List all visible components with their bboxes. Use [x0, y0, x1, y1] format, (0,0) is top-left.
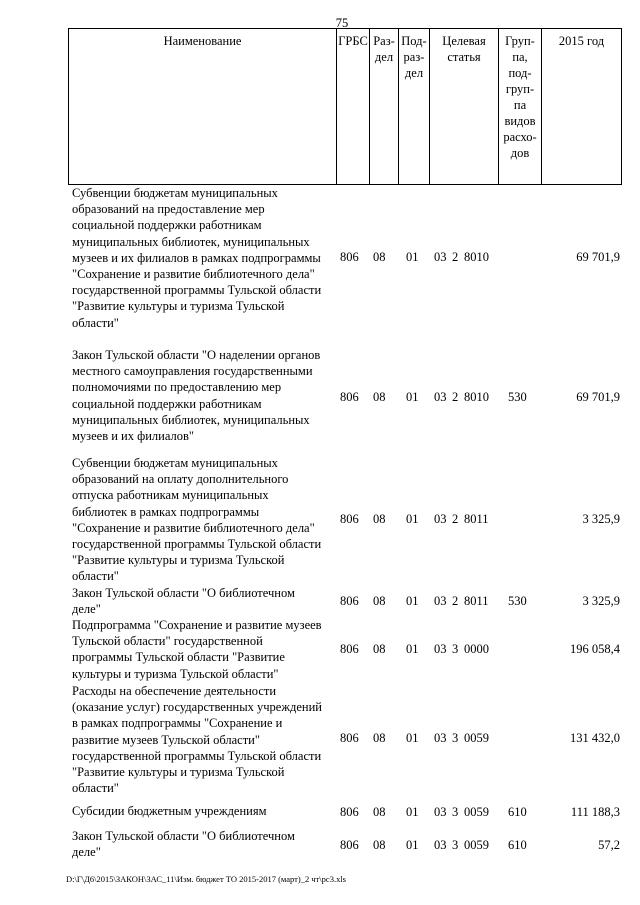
row-t3: 0000: [464, 642, 489, 656]
row-t1: 03: [434, 250, 447, 264]
row-amount: 69 701,9: [576, 250, 620, 264]
row-t3: 0059: [464, 731, 489, 745]
row-subsection: 01: [406, 390, 419, 404]
row-subsection: 01: [406, 838, 419, 852]
row-amount: 111 188,3: [570, 805, 620, 819]
table-header: [68, 28, 622, 185]
row-section: 08: [373, 250, 386, 264]
row-t3: 8010: [464, 250, 489, 264]
row-grbs: 806: [340, 390, 359, 404]
row-subsection: 01: [406, 250, 419, 264]
row-section: 08: [373, 731, 386, 745]
row-t1: 03: [434, 594, 447, 608]
row-amount: 57,2: [598, 838, 620, 852]
row-t2: 2: [452, 512, 459, 526]
row-grbs: 806: [340, 805, 359, 819]
row-t2: 2: [452, 390, 459, 404]
row-section: 08: [373, 390, 386, 404]
row-t1: 03: [434, 805, 447, 819]
header-group: Груп- па, под- груп- па видов расхо- дов: [498, 29, 541, 184]
row-section: 08: [373, 594, 386, 608]
row-group: 530: [508, 594, 527, 608]
row-section: 08: [373, 512, 386, 526]
header-name: Наименование: [68, 29, 336, 184]
row-name: Расходы на обеспечение деятельности (оказание услуг) государственных учреждений в рамках подпрограммы "Сохранение и развитие музеев Тульской области" государственной программы Тульской области "Развитие культуры и туризма Тульской области": [72, 684, 322, 796]
row-grbs: 806: [340, 838, 359, 852]
footer-path: D:\Г\Д6\2015\ЗАКОН\ЗАС_11\Изм. бюджет ТО 2015-2017 (март)_2 чт\рс3.xls: [66, 874, 346, 884]
header-grbs: ГРБС: [336, 29, 369, 184]
row-name: Закон Тульской области "О библиотечном деле": [72, 829, 295, 860]
row-grbs: 806: [340, 731, 359, 745]
row-t3: 8010: [464, 390, 489, 404]
row-t1: 03: [434, 512, 447, 526]
row-t3: 8011: [464, 594, 489, 608]
row-t1: 03: [434, 731, 447, 745]
row-t3: 0059: [464, 805, 489, 819]
row-subsection: 01: [406, 594, 419, 608]
row-t1: 03: [434, 838, 447, 852]
row-amount: 196 058,4: [570, 642, 620, 656]
row-name: Подпрограмма "Сохранение и развитие музеев Тульской области" государственной программы Тульской области "Развитие культуры и туризма Тульской области": [72, 618, 322, 681]
row-grbs: 806: [340, 250, 359, 264]
header-target: Целевая статья: [429, 29, 498, 184]
row-grbs: 806: [340, 594, 359, 608]
row-t2: 3: [452, 642, 459, 656]
row-t3: 0059: [464, 838, 489, 852]
row-subsection: 01: [406, 731, 419, 745]
row-amount: 131 432,0: [570, 731, 620, 745]
row-amount: 69 701,9: [576, 390, 620, 404]
row-t2: 3: [452, 731, 459, 745]
row-amount: 3 325,9: [582, 594, 620, 608]
row-name: Закон Тульской области "О библиотечном деле": [72, 586, 295, 617]
row-amount: 3 325,9: [582, 512, 620, 526]
row-t1: 03: [434, 642, 447, 656]
row-section: 08: [373, 838, 386, 852]
row-subsection: 01: [406, 642, 419, 656]
row-subsection: 01: [406, 805, 419, 819]
page-number: 75: [335, 16, 349, 30]
row-name: Субсидии бюджетным учреждениям: [72, 804, 267, 818]
row-t3: 8011: [464, 512, 489, 526]
row-t2: 2: [452, 594, 459, 608]
row-name: Субвенции бюджетам муниципальных образований на оплату дополнительного отпуска работникам муниципальных библиотек в рамках подпрограммы "Сохранение и развитие библиотечного дела" государственной программы Тульской области "Развитие культуры и туризма Тульской области": [72, 456, 322, 584]
row-grbs: 806: [340, 642, 359, 656]
row-group: 530: [508, 390, 527, 404]
row-subsection: 01: [406, 512, 419, 526]
header-year: 2015 год: [541, 29, 622, 184]
header-section: Раз- дел: [369, 29, 398, 184]
row-section: 08: [373, 642, 386, 656]
header-subsection: Под- раз- дел: [398, 29, 429, 184]
row-t2: 3: [452, 805, 459, 819]
row-group: 610: [508, 838, 527, 852]
row-t2: 3: [452, 838, 459, 852]
row-group: 610: [508, 805, 527, 819]
row-t1: 03: [434, 390, 447, 404]
row-t2: 2: [452, 250, 459, 264]
row-name: Субвенции бюджетам муниципальных образований на предоставление мер социальной поддержки работникам муниципальных библиотек, муниципальных музеев и их филиалов в рамках подпрограммы "Сохранение и развитие библиотечного дела" государственной программы Тульской области "Развитие культуры и туризма Тульской области": [72, 186, 322, 330]
row-name: Закон Тульской области "О наделении органов местного самоуправления государственными полномочиями по предоставлению мер социальной поддержки работникам муниципальных библиотек, муниципальных музеев и их филиалов": [72, 348, 321, 444]
row-grbs: 806: [340, 512, 359, 526]
row-section: 08: [373, 805, 386, 819]
